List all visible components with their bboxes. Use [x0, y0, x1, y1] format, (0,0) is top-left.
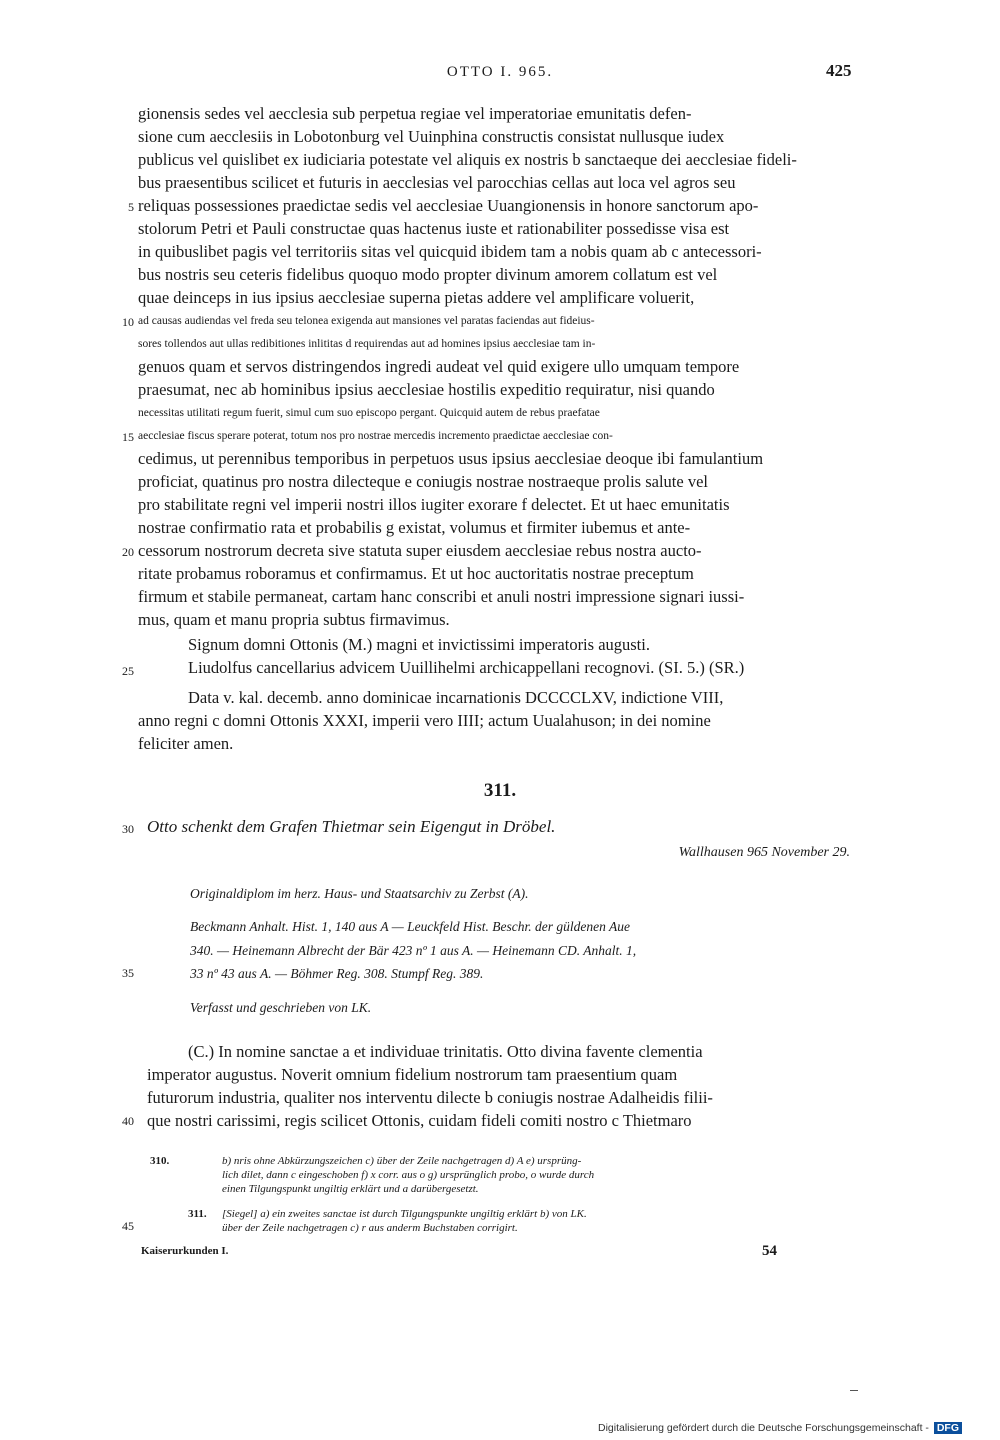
signature-mark: Kaiserurkunden I.: [141, 1245, 229, 1257]
text-line: (C.) In nomine sanctae a et individuae trinitatis. Otto divina favente clementia: [188, 1042, 703, 1061]
text-line: ad causas audiendas vel freda seu telonea exigenda aut mansiones vel paratas faciendas aut fideius-: [138, 315, 595, 327]
text-line: quae deinceps in ius ipsius aecclesiae superna pietas addere vel amplificare voluerit,: [138, 288, 695, 307]
text-line: futurorum industria, qualiter nos interventu dilecte b coniugis nostrae Adalheidis filii-: [147, 1088, 713, 1107]
text-line: bus nostris seu ceteris fidelibus quoquo modo propter divinum amorem collatum est vel: [138, 265, 718, 284]
credit-text: Digitalisierung gefördert durch die Deutsche Forschungsgemeinschaft -: [597, 1422, 929, 1434]
line-number: 45: [122, 1219, 134, 1233]
text-line: praesumat, nec ab hominibus ipsius aecclesiae hostilis expeditio requiratur, nisi quando: [138, 380, 715, 399]
dfg-logo: DFG: [934, 1422, 962, 1434]
text-line: cessorum nostrorum decreta sive statuta super eiusdem aecclesiae rebus nostra aucto-: [138, 541, 702, 560]
text-line: necessitas utilitati regum fuerit, simul cum suo episcopo pergant. Quicquid autem de rebus praefatae: [138, 407, 600, 419]
running-header: OTTO I. 965.: [446, 64, 554, 80]
print-reference: 340. — Heinemann Albrecht der Bär 423 nº 1 aus A. — Heinemann CD. Anhalt. 1,: [190, 943, 637, 958]
text-line: publicus vel quislibet ex iudiciaria potestate vel aliquis ex nostris b sanctaeque dei aecclesiae fideli-: [138, 150, 797, 169]
sheet-number: 54: [762, 1243, 777, 1259]
line-number: 35: [122, 966, 134, 980]
text-line: cedimus, ut perennibus temporibus in perpetuos usus ipsius aecclesiae deoque ibi famulantium: [138, 449, 764, 468]
archive-note: Originaldiplom im herz. Haus- und Staatsarchiv zu Zerbst (A).: [190, 886, 529, 901]
date-line: anno regni c domni Ottonis XXXI, imperii vero IIII; actum Uualahuson; in dei nomine: [138, 711, 711, 730]
regest-title: Otto schenkt dem Grafen Thietmar sein Eigengut in Dröbel.: [147, 817, 556, 836]
text-line: mus, quam et manu propria subtus firmavimus.: [138, 610, 450, 629]
line-number: 30: [122, 822, 134, 836]
text-line: pro stabilitate regni vel imperii nostri illos iugiter exorare f delectet. Et ut haec emunitatis: [138, 495, 730, 514]
text-line: ritate probamus roboramus et confirmamus. Et ut hoc auctoritatis nostrae preceptum: [138, 564, 694, 583]
place-date: Wallhausen 965 November 29.: [678, 845, 850, 860]
line-number: 15: [122, 430, 134, 444]
line-number: 10: [122, 315, 134, 329]
text-line: stolorum Petri et Pauli constructae quas hactenus iuste et rationabiliter possedisse visa est: [138, 219, 730, 238]
print-reference: 33 nº 43 aus A. — Böhmer Reg. 308. Stumpf Reg. 389.: [190, 966, 484, 981]
footnote-line: [Siegel] a) ein zweites sanctae ist durch Tilgungspunkte ungiltig erklärt b) von LK.: [222, 1208, 587, 1220]
author-note: Verfasst und geschrieben von LK.: [190, 1000, 372, 1015]
text-line: proficiat, quatinus pro nostra dilecteque e coniugis nostrae nostraeque prolis salute vel: [138, 472, 708, 491]
text-line: que nostri carissimi, regis scilicet Ottonis, cuidam fideli comiti nostro c Thietmaro: [147, 1111, 692, 1130]
line-number: 40: [122, 1114, 134, 1128]
text-line: firmum et stabile permaneat, cartam hanc conscribi et anuli nostri impressione signari iussi-: [138, 587, 745, 606]
text-line: in quibuslibet pagis vel territoriis sitas vel quicquid ibidem tam a nobis quam ab c antecessori-: [138, 242, 762, 261]
digitization-credit: [598, 1422, 962, 1434]
text-line: aecclesiae fiscus sperare poterat, totum nos pro nostrae mercedis incremento praedictae aecclesiae con-: [138, 430, 613, 442]
text-line: imperator augustus. Noverit omnium fidelium nostrorum tam praesentium quam: [147, 1065, 678, 1084]
date-line: Data v. kal. decemb. anno dominicae incarnationis DCCCCLXV, indictione VIII,: [188, 688, 724, 707]
date-line: feliciter amen.: [138, 734, 234, 753]
footnote-line: lich dilet, dann c eingeschoben f) x corr. aus o g) ursprünglich probo, o wurde durch: [222, 1169, 595, 1181]
text-line: sione cum aecclesiis in Lobotonburg vel Uuinphina constructis consistat nullusque iudex: [138, 127, 725, 146]
text-line: genuos quam et servos distringendos ingredi audeat vel quid exigere ullo umquam tempore: [138, 357, 740, 376]
line-number: 5: [128, 200, 134, 214]
text-line: sores tollendos aut ullas redibitiones inlititas d requirendas aut ad homines ipsius aecclesiae tam in-: [138, 338, 596, 350]
page-number: 425: [826, 61, 852, 80]
footnote-line: über der Zeile nachgetragen c) r aus anderm Buchstaben corrigirt.: [222, 1222, 518, 1234]
divider: [850, 1390, 858, 1391]
line-number: 25: [122, 664, 134, 678]
print-reference: Beckmann Anhalt. Hist. 1, 140 aus A — Leuckfeld Hist. Beschr. der güldenen Aue: [190, 919, 630, 934]
footnote-label: 311.: [188, 1208, 207, 1220]
recognition-line: Liudolfus cancellarius advicem Uuillihelmi archicappellani recognovi. (SI. 5.) (SR.): [188, 658, 745, 677]
footnote-line: b) nris ohne Abkürzungszeichen c) über der Zeile nachgetragen d) A e) ursprüng-: [222, 1155, 582, 1167]
footnote-line: einen Tilgungspunkt ungiltig erklärt und a darübergesetzt.: [222, 1183, 479, 1195]
text-line: reliquas possessiones praedictae sedis vel aecclesiae Uuangionensis in honore sanctorum apo-: [138, 196, 759, 215]
text-line: bus praesentibus scilicet et futuris in aecclesias vel parocchias cellas aut loca vel agros seu: [138, 173, 736, 192]
text-line: gionensis sedes vel aecclesia sub perpetua regiae vel imperatoriae emunitatis defen-: [138, 104, 692, 123]
document-number: 311.: [483, 780, 517, 801]
text-line: nostrae confirmatio rata et probabilis g existat, volumus et firmiter iubemus et ante-: [138, 518, 691, 537]
line-number: 20: [122, 545, 134, 559]
footnote-label: 310.: [150, 1155, 170, 1167]
signum-line: Signum domni Ottonis (M.) magni et invictissimi imperatoris augusti.: [188, 635, 650, 654]
